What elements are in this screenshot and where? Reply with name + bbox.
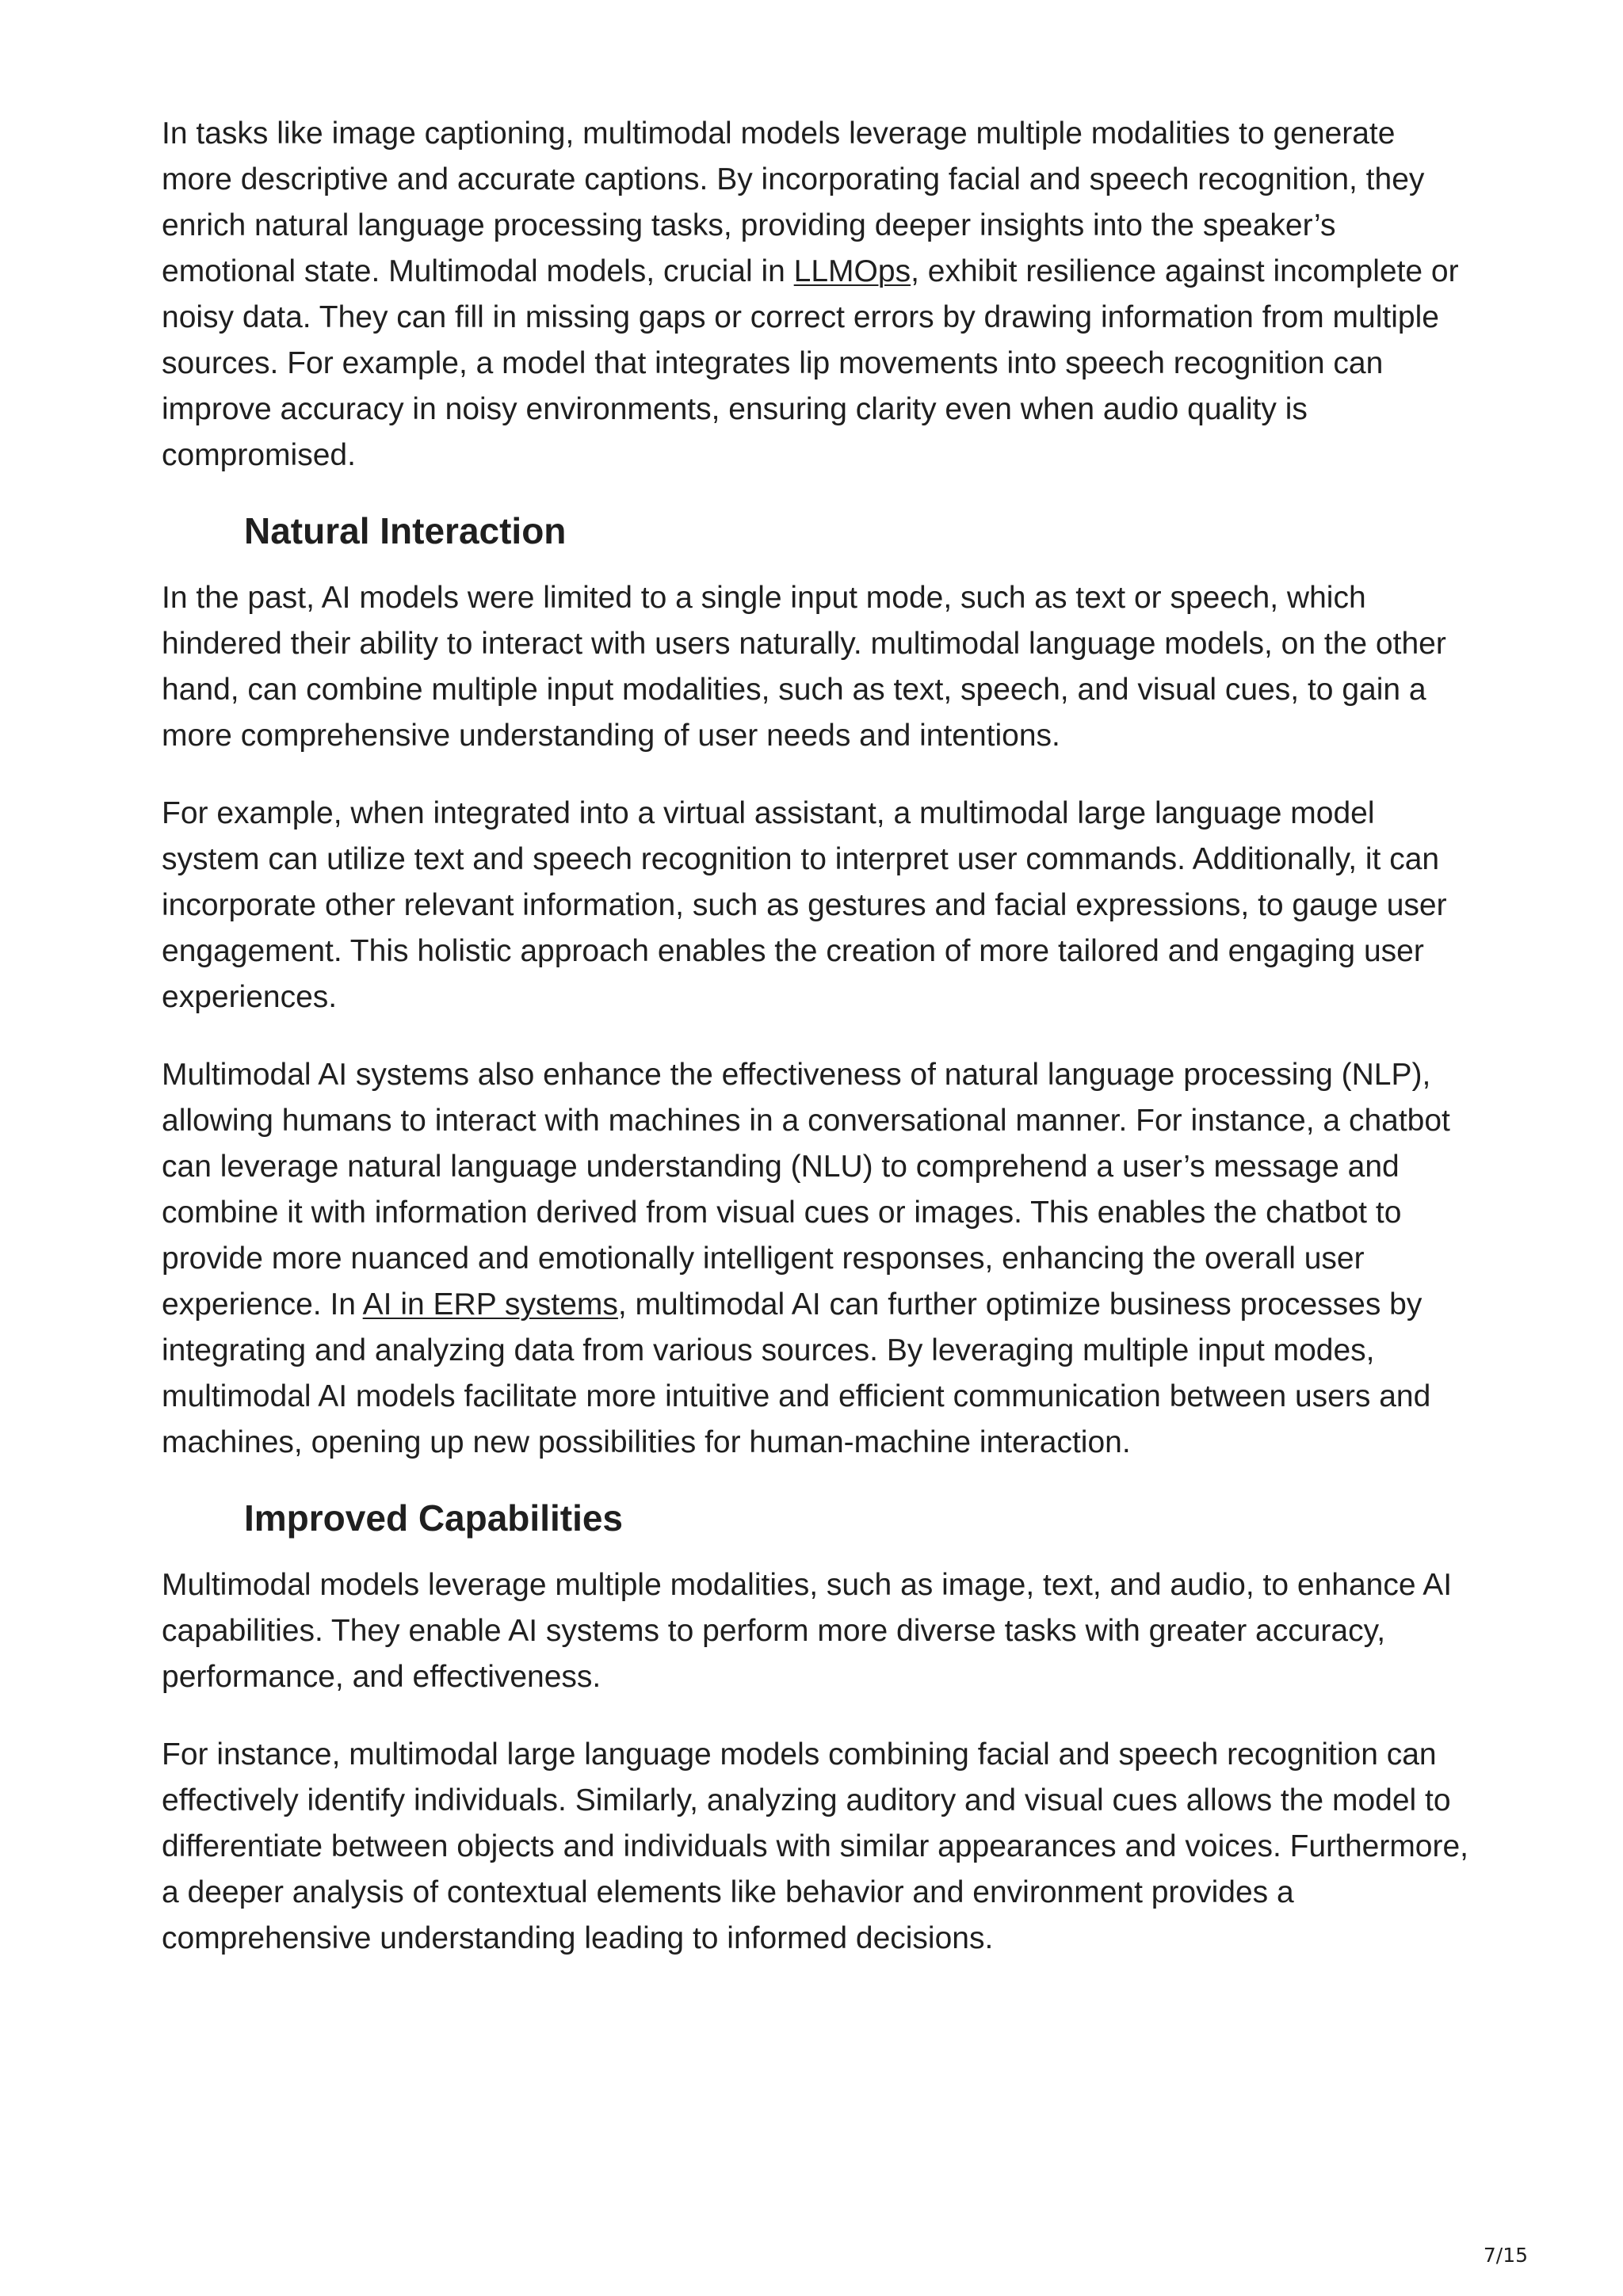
paragraph-text: , multimodal AI can further optimize business processes by integrating and analyzing data from various sources. By leveraging multiple input modes, multimodal AI models facilitate more intuitive and efficient communication between users and machines, opening up new possibilities for human-machine interaction. bbox=[162, 1287, 1431, 1459]
paragraph-image-captioning bbox=[162, 111, 1469, 479]
paragraph-capabilities: Multimodal models leverage multiple modalities, such as image, text, and audio, to enhance AI capabilities. They enable AI systems to perform more diverse tasks with greater accuracy, performance, and effectiveness. bbox=[162, 1568, 1453, 1694]
heading-improved-capabilities: Improved Capabilities bbox=[244, 1497, 624, 1539]
article-body bbox=[162, 111, 1469, 1993]
page-number: 7/15 bbox=[1483, 2244, 1528, 2267]
heading-natural-interaction: Natural Interaction bbox=[244, 510, 567, 551]
paragraph-text: Multimodal AI systems also enhance the effectiveness of natural language processing (NLP), allowing humans to interact with machines in a conversational manner. For instance, a chatbot can leverage natural language understanding (NLU) to comprehend a user’s message and combine it with information derived from visual cues or images. This enables the chatbot to provide more nuanced and emotionally intelligent responses, enhancing the overall user experience. In bbox=[162, 1058, 1450, 1322]
paragraph-identification: For instance, multimodal large language models combining facial and speech recognition can effectively identify individuals. Similarly, analyzing auditory and visual cues allows the model to differentiate between objects and individuals with similar appearances and voices. Furthermore, a deeper analysis of contextual elements like behavior and environment provides a comprehensive understanding leading to informed decisions. bbox=[162, 1737, 1469, 1955]
paragraph-virtual-assistant: For example, when integrated into a virtual assistant, a multimodal large language model system can utilize text and speech recognition to interpret user commands. Additionally, it can incorporate other relevant information, such as gestures and facial expressions, to gauge user engagement. This holistic approach enables the creation of more tailored and engaging user experiences. bbox=[162, 796, 1447, 1014]
paragraph-nlp bbox=[162, 1052, 1469, 1466]
paragraph-single-input: In the past, AI models were limited to a single input mode, such as text or speech, which hindered their ability to interact with users naturally. multimodal language models, on the other hand, can combine multiple input modalities, such as text, speech, and visual cues, to gain a more comprehensive understanding of user needs and intentions. bbox=[162, 581, 1446, 753]
paragraph-text: In tasks like image captioning, multimodal models leverage multiple modalities to generate more descriptive and accurate captions. By incorporating facial and speech recognition, they enrich natural language processing tasks, providing deeper insights into the speaker’s emotional state. Multimodal models, crucial in bbox=[162, 116, 1425, 288]
paragraph-text: , exhibit resilience against incomplete or noisy data. They can fill in missing gaps or correct errors by drawing information from multiple sources. For example, a model that integrates lip movements into speech recognition can improve accuracy in noisy environments, ensuring clarity even when audio quality is compromised. bbox=[162, 254, 1459, 472]
ai-in-erp-systems-link[interactable]: AI in ERP systems bbox=[362, 1287, 618, 1322]
llmops-link[interactable]: LLMOps bbox=[793, 254, 911, 288]
